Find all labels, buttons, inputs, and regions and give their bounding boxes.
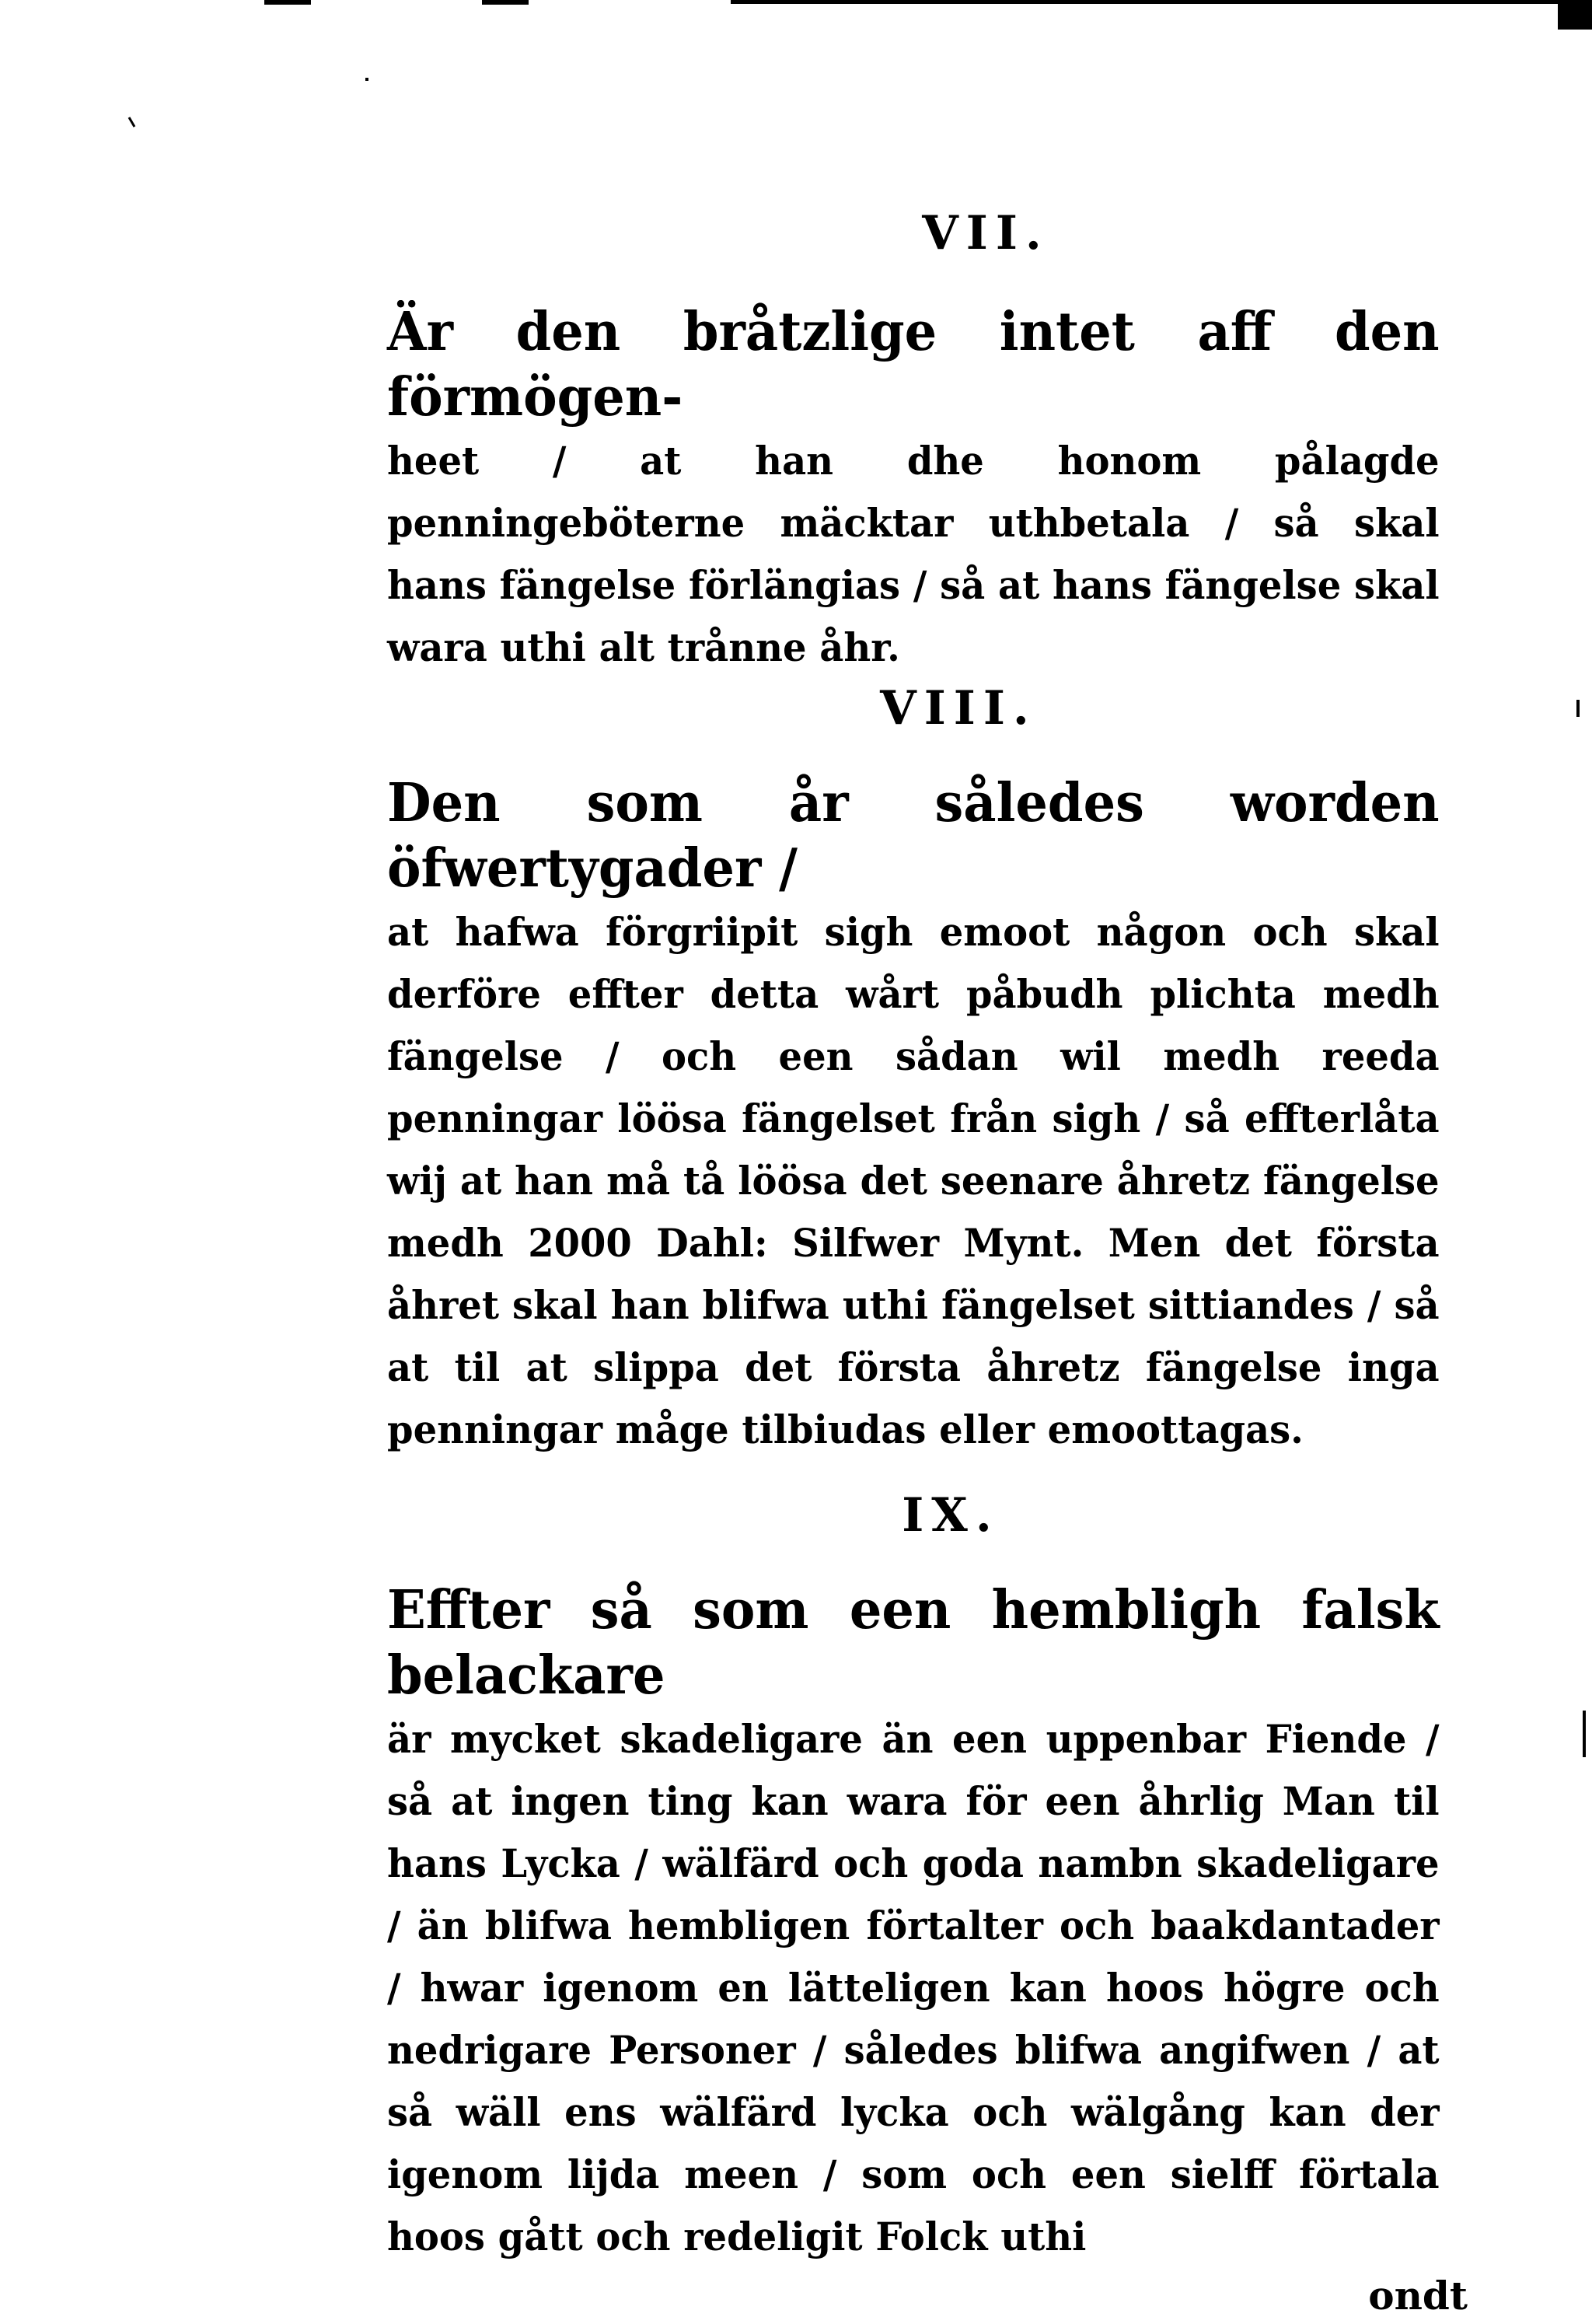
scan-speck: [128, 117, 136, 128]
scan-speck: [1576, 700, 1580, 717]
scan-speck: [1583, 1711, 1586, 1757]
top-edge-rule: [731, 0, 1592, 4]
section-ix: [387, 1488, 1483, 2268]
paragraph-body: at hafwa förgriipit sigh emoot någon och skal derföre effter detta wårt påbudh plichta medh fängelse / och een sådan wil medh reeda penningar löösa fängelset från sigh / så effterlåta wij at han må tå löösa det seenare åhretz fängelse medh 2000 Dahl: Silfwer Mynt. Men det första åhret skal han blifwa uthi fängelset sittiandes / så at til at slippa det första åhretz fängelse inga penningar måge tilbiudas eller emoottagas.: [387, 909, 1440, 1452]
scan-corner-mark: [1558, 0, 1592, 30]
document-page: [387, 206, 1483, 2324]
paragraph-body: är mycket skadeligare än een uppenbar Fiende / så at ingen ting kan wara för een åhrlig Man til hans Lycka / wälfärd och goda nambn skadeligare / än blifwa hembligen förtalter och baakdantader / hwar igenom en lätteligen kan hoos högre och nedrigare Personer / således blifwa angifwen / at så wäll ens wälfärd lycka och wälgång kan der igenom lijda meen / som och een sielff förtala hoos gått och redeligit Folck uthi: [387, 1716, 1440, 2259]
section-numeral: VII.: [922, 206, 1049, 260]
section-paragraph: [387, 1578, 1440, 2268]
section-paragraph: [387, 299, 1440, 679]
section-paragraph: [387, 771, 1440, 1461]
paragraph-lead-line: Effter så som een hembligh falsk belackare: [387, 1579, 1440, 1707]
section-numeral: VIII.: [880, 681, 1037, 736]
section-numeral: IX.: [902, 1488, 1000, 1543]
catchword: ondt: [1368, 2273, 1468, 2319]
section-vii: [387, 206, 1483, 679]
top-edge-rule: [482, 0, 529, 5]
paragraph-body: heet / at han dhe honom pålagde penningeböterne mäcktar uthbetala / så skal hans fängelse förlängias / så at hans fängelse skal wara uthi alt trånne åhr.: [387, 438, 1440, 670]
paragraph-lead-line: Den som år således worden öfwertygader /: [387, 772, 1440, 900]
paragraph-lead-line: Är den bråtzlige intet aff den förmögen-: [387, 301, 1440, 428]
scan-speck: [365, 78, 368, 81]
section-viii: [387, 681, 1483, 1461]
top-edge-rule: [264, 0, 311, 5]
